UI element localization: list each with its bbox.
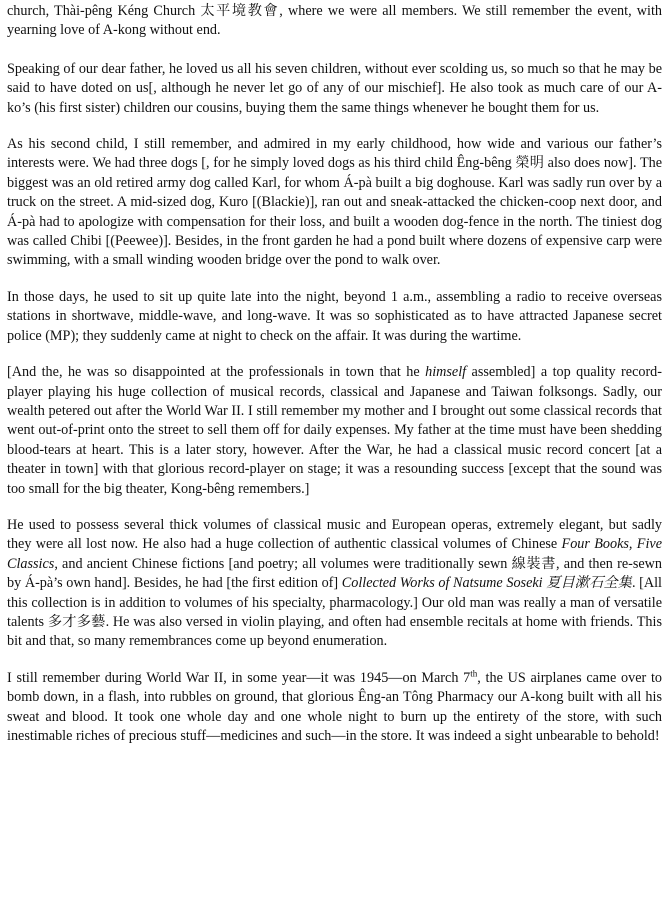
- superscript-text: th: [470, 668, 478, 679]
- body-text: , and ancient Chinese fictions [and poetry; all volumes were traditionally sewn 線裝書, and then re-sewn by Á-pà’s own hand]. Besides, he had [the first edition of]: [7, 555, 662, 592]
- italic-text: Collected Works of Natsume Soseki 夏目漱石全集: [341, 575, 632, 592]
- paragraph-church-memory: [7, 2, 662, 41]
- body-text: He used to possess several thick volumes of classical music and European operas, extremely elegant, but sadly they were all lost now. He also had a huge collection of authentic classical volumes of Chinese: [7, 516, 662, 553]
- body-text: Speaking of our dear father, he loved us all his seven children, without ever scolding us, so much so that he may be said to have doted on us[, although he never let go of any of our mischief]. He also took as much care of our A-ko’s (his first sister) children our cousins, buying them the same things whenever he bought them for us.: [7, 60, 662, 116]
- italic-text: himself: [425, 364, 467, 381]
- italic-text: Four Books, Five Classics: [7, 536, 663, 572]
- body-text: . [All this collection is in addition to volumes of his specialty, pharmacology.] Our old man was really a man of versatile talents 多才多藝. He was also versed in violin playing, and often had ensemble recitals at home with friends. This bit and that, so many remembrances come up beyond enumeration.: [7, 575, 662, 650]
- body-text: In those days, he used to sit up quite late into the night, beyond 1 a.m., assembling a radio to receive overseas stations in shortwave, middle-wave, and long-wave. It was so sophisticated as to have attracted Japanese secret police (MP); they suddenly came at night to check on the affair. It was during the wartime.: [7, 288, 662, 344]
- body-text: assembled] a top quality record-player playing his huge collection of musical records, classical and Japanese and Taiwan folksongs. Sadly, our wealth petered out after the World War II. I still remember my mother and I brought out some classical records that went out-of-print onto the street to sell them off for daily expenses. My father at the time must have been shedding blood-tears at heart. This is a later story, however. After the War, he had a classical music record concert [at a theater in town] with that glorious record-player on stage; it was a resounding success [except that the sound was too small for the big theater, Kong-bêng remembers.]: [7, 364, 663, 497]
- body-text: As his second child, I still remember, and admired in my early childhood, how wide and various our father’s interests were. We had three dogs [, for he simply loved dogs as his third child Êng-bêng 榮明 also does now]. The biggest was an old retired army dog called Karl, for whom Á-pà built a big doghouse. Karl was sadly run over by a truck on the street. A mid-sized dog, Kuro [(Blackie)], ran out and sneak-attacked the chicken-coop next door, and Á-pà had to apologize with compensation for their loss, and built a wooden dog-fence in the north. The tiniest dog was called Chibi [(Peewee)]. Besides, in the front garden he had a pond built where dozens of expensive carp were swimming, with a small winding wooden bridge over the pond to walk over.: [7, 136, 662, 269]
- body-text: [And the, he was so disappointed at the professionals in town that he: [7, 364, 426, 381]
- paragraph-radio: [7, 288, 662, 346]
- paragraph-books: [7, 516, 662, 652]
- body-text: I still remember during World War II, in some year—it was 1945—on March 7: [7, 669, 471, 686]
- paragraph-father-love: [7, 60, 662, 118]
- body-text: church, Thài-pêng Kéng Church 太平境教會, where we were all members. We still remember the event, with yearning love of A-kong without end.: [7, 3, 662, 39]
- paragraph-record-player: [7, 363, 662, 499]
- paragraph-ww2-bombing: [7, 669, 662, 747]
- body-text: , the US airplanes came over to bomb down, in a flash, into rubbles on ground, that glorious Êng-an Tông Pharmacy our A-kong built with all his sweat and blood. It took one whole day and one whole night to burn up the entirety of the store, with such inestimable riches of precious stuff—medicines and such—in the store. It was indeed a sight unbearable to behold!: [7, 669, 663, 744]
- paragraph-dogs: [7, 135, 662, 271]
